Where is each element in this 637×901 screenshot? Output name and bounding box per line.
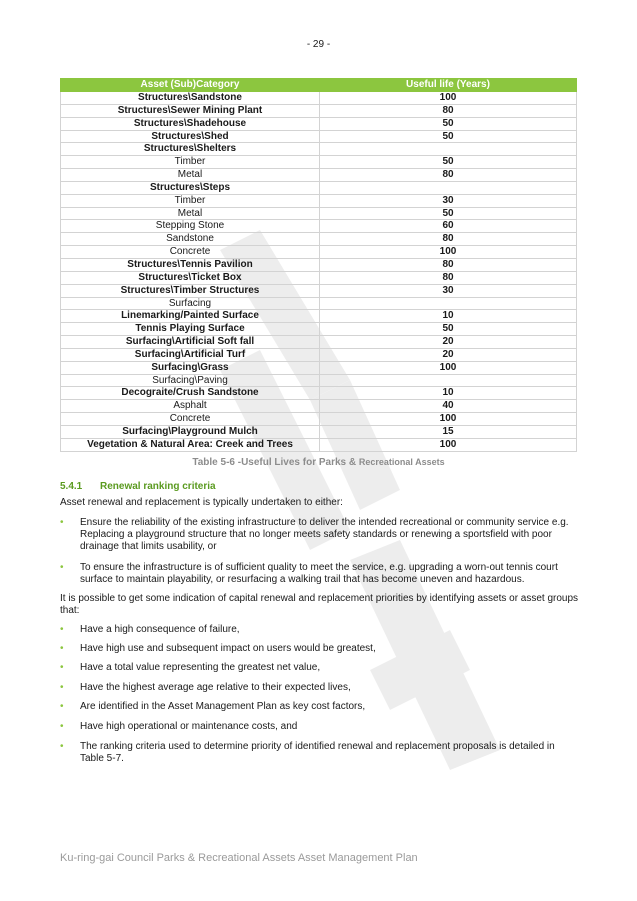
table-row: [61, 181, 577, 194]
table-row: [61, 220, 577, 233]
useful-life-cell: 100: [320, 438, 577, 451]
section-heading: [60, 481, 216, 492]
table-row: [61, 348, 577, 361]
table-row: [61, 425, 577, 438]
table-row: [61, 413, 577, 426]
table-row: [61, 207, 577, 220]
useful-life-cell: [320, 143, 577, 156]
footer-title: Ku-ring-gai Council Parks & Recreational Assets Asset Management Plan: [60, 852, 418, 864]
bullet-icon: •: [60, 701, 64, 712]
bullet-text: Are identified in the Asset Management Plan as key cost factors,: [80, 701, 366, 712]
useful-life-cell: 15: [320, 425, 577, 438]
useful-life-cell: 30: [320, 194, 577, 207]
table-row: [61, 297, 577, 310]
table-row: [61, 130, 577, 143]
asset-category-cell: Structures\Sewer Mining Plant: [61, 104, 320, 117]
table-caption: [0, 457, 637, 468]
bullet-icon: •: [60, 562, 64, 573]
useful-life-cell: 100: [320, 92, 577, 105]
table-row: [61, 169, 577, 182]
useful-life-cell: [320, 181, 577, 194]
table-row: [61, 310, 577, 323]
bullet-text: Have high operational or maintenance costs, and: [80, 721, 298, 732]
asset-category-cell: Structures\Timber Structures: [61, 284, 320, 297]
table-row: [61, 92, 577, 105]
table-row: [61, 387, 577, 400]
table-row: [61, 271, 577, 284]
asset-category-cell: Timber: [61, 194, 320, 207]
useful-life-cell: 30: [320, 284, 577, 297]
useful-life-cell: 80: [320, 169, 577, 182]
bullet-icon: •: [60, 721, 64, 732]
bullet-text: To ensure the infrastructure is of sufficient quality to meet the service, e.g. upgrading a worn-out tennis court surface to maintain playability, or resurfacing a walking trail that has become uneven and hazardous.: [80, 562, 558, 585]
asset-category-cell: Structures\Shadehouse: [61, 117, 320, 130]
asset-category-cell: Structures\Shelters: [61, 143, 320, 156]
useful-life-cell: 50: [320, 323, 577, 336]
table-header-row: [61, 79, 577, 92]
asset-category-cell: Vegetation & Natural Area: Creek and Trees: [61, 438, 320, 451]
useful-life-cell: 50: [320, 156, 577, 169]
section-title: Renewal ranking criteria: [100, 481, 216, 492]
bullet-text: Have the highest average age relative to their expected lives,: [80, 682, 351, 693]
priority-paragraph: It is possible to get some indication of capital renewal and replacement priorities by identifying assets or asset groups that:: [60, 593, 579, 616]
caption-main: Table 5-6 -Useful Lives for Parks &: [192, 457, 359, 468]
bullet-icon: •: [60, 741, 64, 752]
table-row: [61, 143, 577, 156]
asset-category-cell: Stepping Stone: [61, 220, 320, 233]
column-header-category: Asset (Sub)Category: [61, 79, 320, 92]
table-row: [61, 258, 577, 271]
useful-life-cell: 50: [320, 207, 577, 220]
page-number: - 29 -: [306, 39, 331, 50]
useful-life-cell: 50: [320, 130, 577, 143]
useful-life-cell: 20: [320, 348, 577, 361]
asset-category-cell: Linemarking/Painted Surface: [61, 310, 320, 323]
useful-life-cell: [320, 297, 577, 310]
table-row: [61, 117, 577, 130]
bullet-text: Have a total value representing the greatest net value,: [80, 662, 321, 673]
table-row: [61, 374, 577, 387]
asset-category-cell: Structures\Steps: [61, 181, 320, 194]
table-row: [61, 233, 577, 246]
table-row: [61, 336, 577, 349]
bullet-text: Have high use and subsequent impact on users would be greatest,: [80, 643, 376, 654]
intro-paragraph: Asset renewal and replacement is typically undertaken to either:: [60, 497, 343, 508]
section-number: 5.4.1: [60, 481, 83, 492]
column-header-useful-life: Useful life (Years): [320, 79, 577, 92]
table-row: [61, 104, 577, 117]
useful-life-cell: 20: [320, 336, 577, 349]
useful-life-cell: 100: [320, 361, 577, 374]
table-row: [61, 400, 577, 413]
bullet-icon: •: [60, 662, 64, 673]
useful-life-cell: [320, 374, 577, 387]
asset-category-cell: Surfacing\Playground Mulch: [61, 425, 320, 438]
useful-life-cell: 80: [320, 104, 577, 117]
asset-category-cell: Structures\Ticket Box: [61, 271, 320, 284]
table-body: [61, 92, 577, 452]
caption-small: Recreational Assets: [358, 457, 445, 467]
table-row: [61, 194, 577, 207]
bullet-icon: •: [60, 624, 64, 635]
asset-category-cell: Metal: [61, 207, 320, 220]
useful-life-cell: 80: [320, 233, 577, 246]
useful-life-cell: 60: [320, 220, 577, 233]
useful-life-cell: 100: [320, 246, 577, 259]
table-row: [61, 361, 577, 374]
asset-category-cell: Tennis Playing Surface: [61, 323, 320, 336]
asset-category-cell: Sandstone: [61, 233, 320, 246]
bullet-text: Have a high consequence of failure,: [80, 624, 240, 635]
asset-category-cell: Surfacing\Artificial Soft fall: [61, 336, 320, 349]
bullet-text: Ensure the reliability of the existing infrastructure to deliver the intended recreational or community service e.g. Replacing a playground structure that no longer meets safety standards or renewing a sportsfield with poor drainage that limits usability, or: [80, 517, 569, 552]
asset-category-cell: Structures\Shed: [61, 130, 320, 143]
asset-category-cell: Structures\Tennis Pavilion: [61, 258, 320, 271]
asset-category-cell: Surfacing\Artificial Turf: [61, 348, 320, 361]
table-row: [61, 323, 577, 336]
asset-category-cell: Asphalt: [61, 400, 320, 413]
bullet-icon: •: [60, 517, 64, 528]
table-row: [61, 246, 577, 259]
bullet-text: The ranking criteria used to determine priority of identified renewal and replacement proposals is detailed in Table 5-7.: [80, 741, 555, 764]
useful-life-cell: 80: [320, 271, 577, 284]
table-row: [61, 284, 577, 297]
asset-category-cell: Surfacing: [61, 297, 320, 310]
useful-lives-table: [60, 78, 577, 452]
asset-category-cell: Timber: [61, 156, 320, 169]
useful-life-cell: 10: [320, 310, 577, 323]
asset-category-cell: Surfacing\Paving: [61, 374, 320, 387]
bullet-icon: •: [60, 643, 64, 654]
useful-life-cell: 50: [320, 117, 577, 130]
useful-life-cell: 10: [320, 387, 577, 400]
table-row: [61, 156, 577, 169]
asset-category-cell: Surfacing\Grass: [61, 361, 320, 374]
useful-life-cell: 40: [320, 400, 577, 413]
useful-life-cell: 80: [320, 258, 577, 271]
bullet-icon: •: [60, 682, 64, 693]
asset-category-cell: Concrete: [61, 246, 320, 259]
asset-category-cell: Structures\Sandstone: [61, 92, 320, 105]
useful-life-cell: 100: [320, 413, 577, 426]
table-row: [61, 438, 577, 451]
asset-category-cell: Metal: [61, 169, 320, 182]
asset-category-cell: Decograite/Crush Sandstone: [61, 387, 320, 400]
asset-category-cell: Concrete: [61, 413, 320, 426]
